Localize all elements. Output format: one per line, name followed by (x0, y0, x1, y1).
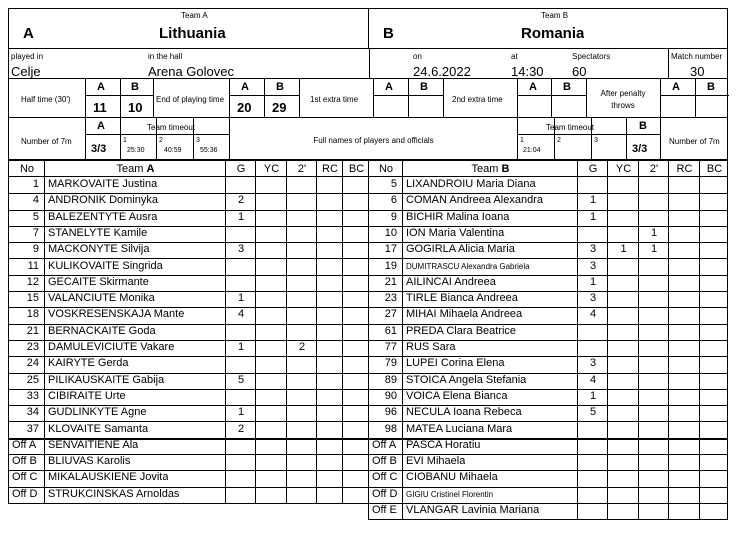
player-number: 9 (390, 210, 397, 223)
extra1-col-b: B (420, 81, 428, 93)
player-name: LUPEI Corina Elena (406, 357, 505, 370)
player-row (8, 210, 369, 227)
a-timeout-3: 55:36 (200, 147, 218, 154)
col-g: G (236, 163, 246, 175)
player-name: ANDRONIK Dominyka (48, 194, 159, 207)
official-label: Off B (372, 455, 397, 468)
col-two: 2' (649, 163, 659, 175)
official-label: Off C (372, 471, 398, 484)
player-row (368, 275, 728, 292)
player-number: 15 (26, 292, 39, 305)
penalty-col-a: A (672, 81, 680, 93)
end-score-b: 29 (272, 100, 287, 115)
a-timeout-label: Team timeout (147, 123, 196, 132)
player-name: TIRLE Bianca Andreea (406, 292, 518, 305)
player-row (8, 389, 369, 406)
player-name: STOICA Angela Stefania (406, 373, 527, 386)
player-name: DUMITRASCU Alexandra Gabriela (406, 261, 530, 271)
player-goals: 5 (589, 406, 597, 419)
time-label: at (511, 52, 518, 61)
player-number: 5 (390, 178, 397, 190)
player-row (8, 405, 369, 422)
player-name: GOGIRLA Alicia Maria (406, 243, 515, 256)
player-number: 34 (26, 406, 39, 419)
official-label: Off E (372, 504, 397, 516)
penalty-col-b: B (707, 81, 715, 93)
player-row (368, 193, 728, 210)
team-a-caption: Team A (181, 11, 208, 20)
player-row (368, 405, 728, 422)
player-number: 19 (384, 259, 397, 272)
player-row (368, 259, 728, 276)
col-yc: YC (263, 163, 280, 175)
second-extra-label: 2nd extra time (452, 95, 503, 104)
official-label: Off B (12, 455, 37, 468)
player-goals: 3 (589, 243, 597, 256)
player-goals: 1 (237, 292, 245, 305)
player-row (8, 226, 369, 243)
player-number: 17 (384, 243, 397, 256)
player-goals: 1 (589, 275, 597, 288)
team-b-caption: Team B (541, 11, 569, 20)
player-number: 24 (26, 357, 39, 370)
col-team-word: Team (471, 163, 499, 175)
end-col-a: A (241, 81, 249, 93)
player-number: 89 (384, 373, 397, 386)
player-number: 21 (26, 324, 39, 337)
player-number: 23 (26, 341, 39, 353)
player-row (368, 324, 728, 341)
half-time-label: Half time (30') (21, 95, 71, 104)
player-goals: 4 (589, 308, 597, 321)
extra1-col-a: A (385, 81, 393, 93)
player-row (8, 422, 369, 439)
player-number: 18 (26, 308, 39, 321)
player-goals: 1 (237, 210, 245, 223)
a-timeout-3-n: 3 (196, 137, 200, 144)
col-no: No (378, 163, 394, 175)
team-a-name: Lithuania (159, 25, 226, 42)
player-name: GUDLINKYTE Agne (48, 406, 147, 419)
player-number: 21 (384, 275, 397, 288)
time-value: 14:30 (511, 64, 544, 79)
player-name: AILINCAI Andreea (406, 275, 496, 288)
player-name: GECAITE Skirmante (48, 275, 149, 288)
a-timeout-1: 25:30 (127, 147, 145, 154)
b-7m-col: B (639, 120, 647, 132)
official-label: Off D (12, 487, 38, 500)
team-b-header (368, 8, 728, 49)
player-goals: 2 (237, 194, 245, 207)
player-name: MATEA Luciana Mara (406, 422, 513, 435)
player-number: 98 (384, 422, 397, 435)
official-name: VLANGAR Lavinia Mariana (406, 504, 540, 516)
official-row (368, 454, 728, 471)
player-row (368, 210, 728, 227)
col-team-b (403, 163, 578, 175)
half-col-b: B (131, 81, 139, 93)
player-name: BERNACKAITE Goda (48, 324, 156, 337)
col-bc: BC (706, 163, 723, 175)
officials-caption: Full names of players and officials (313, 136, 434, 145)
official-name: GIGIU Cristinel Florentin (406, 489, 494, 499)
player-row (368, 291, 728, 308)
player-goals: 4 (589, 373, 597, 386)
player-row (368, 356, 728, 373)
player-row (368, 226, 728, 243)
player-row (368, 177, 728, 194)
official-row (368, 503, 728, 520)
player-name: VALANCIUTE Monika (48, 292, 155, 305)
official-label: Off A (372, 438, 397, 451)
player-number: 1 (32, 178, 39, 190)
hall-label: in the hall (148, 52, 183, 61)
player-number: 27 (384, 308, 397, 321)
played-in-value: Celje (11, 64, 41, 79)
player-number: 5 (32, 210, 39, 223)
official-name: PASCA Horatiu (406, 438, 481, 451)
player-row (8, 242, 369, 259)
player-row (368, 340, 728, 357)
a-timeout-2: 40:59 (164, 147, 182, 154)
player-goals: 3 (589, 292, 597, 305)
col-team-word: Team (116, 163, 144, 175)
extra2-col-a: A (529, 81, 537, 93)
player-row (8, 340, 369, 357)
player-goals: 1 (237, 341, 245, 353)
col-team-a (45, 163, 226, 175)
official-row (368, 438, 728, 455)
match-number-value: 30 (690, 64, 705, 79)
penalty-label-1: After penalty (600, 89, 646, 98)
col-yc: YC (615, 163, 632, 175)
end-score-a: 20 (237, 100, 252, 115)
player-row (8, 275, 369, 292)
official-row (8, 454, 369, 471)
player-number: 6 (390, 194, 397, 207)
player-name: MARKOVAITE Justina (48, 178, 158, 190)
player-row (368, 373, 728, 390)
end-col-b: B (276, 81, 284, 93)
player-row (8, 177, 369, 194)
hall-value: Arena Golovec (148, 64, 234, 79)
player-name: KLOVAITE Samanta (48, 422, 149, 435)
player-name: BALEZENTYTE Ausra (48, 210, 158, 223)
col-g: G (588, 163, 598, 175)
player-row (8, 356, 369, 373)
date-value: 24.6.2022 (413, 64, 471, 79)
player-goals: 5 (237, 373, 245, 386)
first-extra-label: 1st extra time (310, 95, 359, 104)
official-name: STRUKCINSKAS Arnoldas (48, 487, 180, 500)
official-label: Off A (12, 438, 37, 451)
official-row (8, 438, 369, 455)
player-name: RUS Sara (406, 341, 456, 353)
player-row (368, 422, 728, 439)
player-suspension: 1 (650, 226, 658, 239)
player-row (8, 373, 369, 390)
player-number: 25 (26, 373, 39, 386)
player-number: 37 (26, 422, 39, 435)
team-b-letter: B (383, 25, 394, 42)
player-number: 9 (32, 243, 39, 256)
match-info-row (8, 48, 728, 79)
col-rc: RC (322, 163, 338, 175)
b-7m-label: Number of 7m (669, 137, 720, 146)
player-goals: 1 (589, 194, 597, 207)
player-name: DAMULEVICIUTE Vakare (48, 341, 175, 353)
player-name: KAIRYTE Gerda (48, 357, 129, 370)
player-name: PREDA Clara Beatrice (406, 324, 517, 337)
col-team-letter: A (146, 163, 155, 175)
player-number: 12 (26, 275, 39, 288)
player-number: 10 (384, 226, 397, 239)
player-name: CIBIRAITE Urte (48, 389, 126, 402)
official-row (368, 487, 728, 504)
player-suspension: 1 (650, 243, 658, 256)
player-number: 96 (384, 406, 397, 419)
official-name: BLIUVAS Karolis (48, 455, 131, 468)
half-time-b: 10 (128, 100, 143, 115)
player-name: COMAN Andreea Alexandra (406, 194, 543, 207)
official-label: Off C (12, 471, 38, 484)
official-row (8, 470, 369, 487)
official-name: CIOBANU Mihaela (406, 471, 498, 484)
extra2-col-b: B (563, 81, 571, 93)
player-goals: 3 (589, 259, 597, 272)
b-timeout-label: Team timeout (546, 123, 595, 132)
player-row (368, 389, 728, 406)
player-number: 23 (384, 292, 397, 305)
official-row (8, 487, 369, 504)
team-b-name: Romania (521, 25, 585, 42)
player-goals: 1 (589, 389, 597, 402)
score-row (8, 78, 728, 118)
end-playing-time-label: End of playing time (156, 95, 225, 104)
col-two: 2' (297, 163, 307, 175)
half-time-a: 11 (93, 100, 107, 115)
played-in-label: played in (11, 52, 44, 61)
player-name: BICHIR Malina Ioana (406, 210, 510, 223)
half-col-a: A (97, 81, 105, 93)
team-a-letter: A (23, 25, 34, 42)
player-row (8, 291, 369, 308)
player-name: VOICA Elena Bianca (406, 389, 508, 402)
player-goals: 4 (237, 308, 245, 321)
player-number: 77 (384, 341, 397, 353)
player-row (368, 242, 728, 259)
player-number: 61 (384, 324, 397, 337)
player-row (8, 307, 369, 324)
player-row (8, 259, 369, 276)
player-name: ION Maria Valentina (406, 226, 505, 239)
player-number: 79 (384, 357, 397, 370)
official-row (368, 470, 728, 487)
col-team-letter: B (501, 163, 510, 175)
player-name: STANELYTE Kamile (48, 226, 148, 239)
player-row (368, 307, 728, 324)
player-row (8, 193, 369, 210)
match-number-label: Match number (671, 52, 723, 61)
b-timeout-1-n: 1 (520, 137, 524, 144)
official-label: Off D (372, 487, 398, 500)
team-b-table-header (368, 160, 728, 177)
player-suspension: 2 (298, 341, 306, 353)
player-yellow-card: 1 (620, 243, 627, 256)
player-name: PILIKAUSKAITE Gabija (48, 373, 165, 386)
col-bc: BC (348, 163, 365, 175)
a-timeout-2-n: 2 (159, 137, 163, 144)
spectators-label: Spectators (572, 52, 611, 61)
player-goals: 1 (237, 406, 245, 419)
col-rc: RC (676, 163, 693, 175)
player-row (8, 324, 369, 341)
official-name: EVI Mihaela (406, 455, 466, 468)
official-name: MIKALAUSKIENE Jovita (48, 471, 169, 484)
b-timeout-1: 21:04 (523, 147, 541, 154)
player-goals: 3 (237, 243, 245, 256)
official-name: SENVAITIENE Ala (48, 438, 139, 451)
player-number: 33 (26, 389, 39, 402)
player-goals: 3 (589, 357, 597, 370)
b-7m-value: 3/3 (632, 143, 648, 155)
team-a-table-header (8, 160, 369, 177)
timeouts-row (8, 117, 728, 160)
a-7m-label: Number of 7m (21, 137, 72, 146)
player-number: 11 (27, 259, 39, 272)
a-timeout-1-n: 1 (123, 137, 127, 144)
spectators-value: 60 (572, 64, 587, 79)
player-name: MIHAI Mihaela Andreea (406, 308, 523, 321)
col-no: No (19, 163, 35, 175)
player-goals: 1 (589, 210, 597, 223)
player-goals: 2 (237, 422, 245, 435)
a-7m-value: 3/3 (91, 143, 107, 155)
player-name: MACKONYTE Silvija (48, 243, 150, 256)
date-label: on (413, 52, 422, 61)
player-number: 4 (32, 194, 39, 207)
player-name: LIXANDROIU Maria Diana (406, 178, 536, 190)
player-name: VOSKRESENSKAJA Mante (48, 308, 185, 321)
team-a-header (8, 8, 369, 49)
player-number: 7 (32, 226, 39, 239)
player-number: 90 (384, 389, 397, 402)
a-7m-col: A (97, 120, 105, 132)
penalty-label-2: throws (611, 101, 635, 110)
player-name: KULIKOVAITE Singrida (48, 259, 163, 272)
b-timeout-2-n: 2 (557, 137, 561, 144)
player-name: NECULA Ioana Rebeca (406, 406, 522, 419)
b-timeout-3-n: 3 (594, 137, 598, 144)
